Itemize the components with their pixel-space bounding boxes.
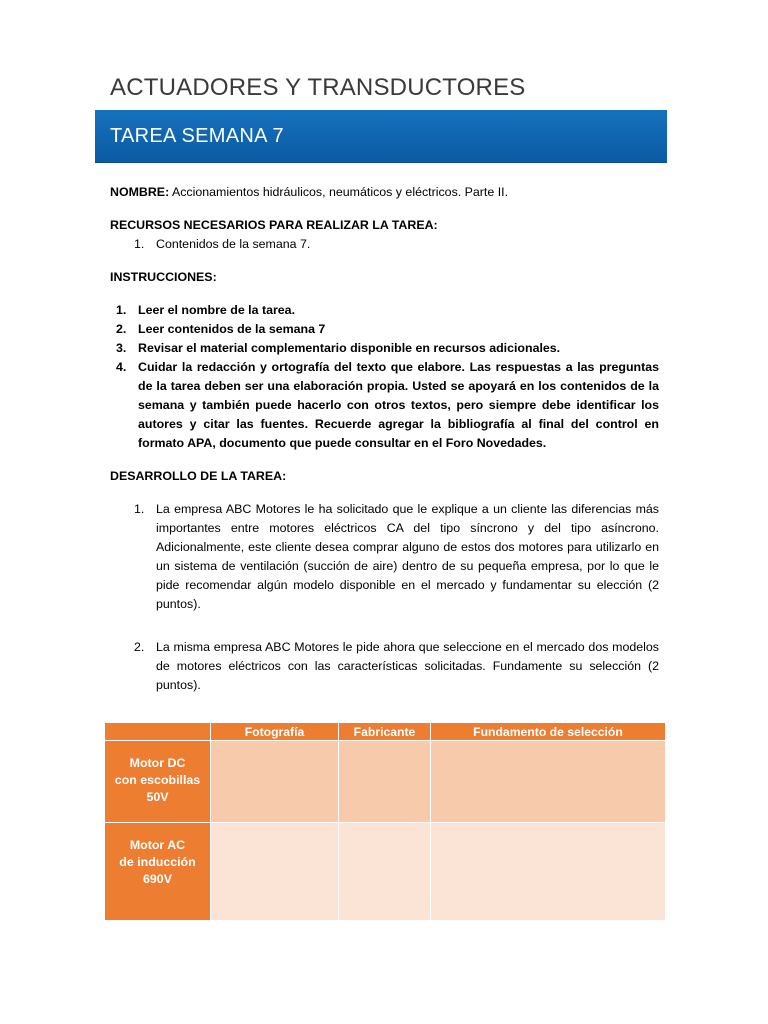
fabricante-cell[interactable] bbox=[339, 741, 431, 823]
list-number: 1. bbox=[134, 237, 145, 251]
assignment-content bbox=[110, 183, 659, 695]
list-number: 1. bbox=[116, 303, 127, 317]
list-text: Leer contenidos de la semana 7 bbox=[138, 322, 326, 336]
nombre-label: NOMBRE: bbox=[110, 185, 170, 199]
desarrollo-heading: DESARROLLO DE LA TAREA: bbox=[110, 469, 287, 483]
list-number: 3. bbox=[116, 341, 127, 355]
list-number: 2. bbox=[134, 640, 145, 654]
fotografia-cell[interactable] bbox=[211, 741, 339, 823]
list-item bbox=[110, 320, 659, 339]
recursos-list bbox=[110, 235, 659, 254]
task-item bbox=[110, 638, 659, 695]
task-item bbox=[110, 500, 659, 614]
instrucciones-list bbox=[110, 301, 659, 453]
list-text: Revisar el material complementario disponible en recursos adicionales. bbox=[138, 341, 561, 355]
recursos-heading: RECURSOS NECESARIOS PARA REALIZAR LA TAREA: bbox=[110, 218, 438, 232]
nombre-value: Accionamientos hidráulicos, neumáticos y eléctricos. Parte II. bbox=[169, 185, 509, 199]
list-text: Leer el nombre de la tarea. bbox=[138, 303, 296, 317]
row-header-line: de inducción bbox=[119, 855, 196, 869]
column-header-corner bbox=[105, 723, 211, 741]
list-number: 4. bbox=[116, 360, 127, 374]
column-header-fabricante: Fabricante bbox=[339, 723, 431, 741]
fundamento-cell[interactable] bbox=[431, 741, 666, 823]
row-header-line: Motor DC bbox=[129, 756, 186, 770]
column-header-fotografia: Fotografía bbox=[211, 723, 339, 741]
list-number: 2. bbox=[116, 322, 127, 336]
desarrollo-list bbox=[110, 500, 659, 695]
list-item bbox=[110, 358, 659, 453]
fabricante-cell[interactable] bbox=[339, 823, 431, 921]
row-header-line: Motor AC bbox=[129, 838, 186, 852]
course-title: ACTUADORES Y TRANSDUCTORES bbox=[110, 74, 526, 101]
task-text: La misma empresa ABC Motores le pide ahora que seleccione en el mercado dos modelos de motores eléctricos con las características solicitadas. Fundamente su selección (2 puntos). bbox=[156, 640, 659, 692]
task-text: La empresa ABC Motores le ha solicitado que le explique a un cliente las diferencias más importantes entre motores eléctricos CA del tipo síncrono y del tipo asíncrono. Adicionalmente, este cliente desea comprar alguno de estos dos motores para utilizarlo en un sistema de ventilación (succión de aire) dentro de su pequeña empresa, por lo que le pide recomendar algún modelo disponible en el mercado y fundamentar su elección (2 puntos). bbox=[156, 502, 659, 611]
row-header-line: 690V bbox=[143, 872, 172, 886]
list-number: 1. bbox=[134, 502, 145, 516]
assignment-banner bbox=[95, 110, 667, 162]
nombre-line bbox=[110, 183, 659, 202]
banner-title: TAREA SEMANA 7 bbox=[110, 125, 284, 147]
instrucciones-heading: INSTRUCCIONES: bbox=[110, 270, 217, 284]
row-header-line: 50V bbox=[146, 790, 169, 804]
list-item bbox=[110, 301, 659, 320]
table-row bbox=[105, 823, 666, 921]
fundamento-cell[interactable] bbox=[431, 823, 666, 921]
column-header-fundamento: Fundamento de selección bbox=[431, 723, 666, 741]
list-text: Cuidar la redacción y ortografía del texto que elabore. Las respuestas a las preguntas de la tarea deben ser una elaboración propia. Usted se apoyará en los contenidos de la semana y también puede hacerlo con otros textos, pero siempre debe identificar los autores y citar las fuentes. Recuerde agregar la bibliografía al final del control en formato APA, documento que puede consultar en el Foro Novedades. bbox=[138, 360, 659, 450]
list-item bbox=[110, 235, 659, 254]
list-text: Contenidos de la semana 7. bbox=[156, 237, 311, 251]
list-item bbox=[110, 339, 659, 358]
fotografia-cell[interactable] bbox=[211, 823, 339, 921]
row-header-motor-ac bbox=[105, 823, 211, 921]
row-header-motor-dc bbox=[105, 741, 211, 823]
motor-selection-table bbox=[104, 722, 666, 921]
table-row bbox=[105, 741, 666, 823]
row-header-line: con escobillas bbox=[114, 773, 201, 787]
